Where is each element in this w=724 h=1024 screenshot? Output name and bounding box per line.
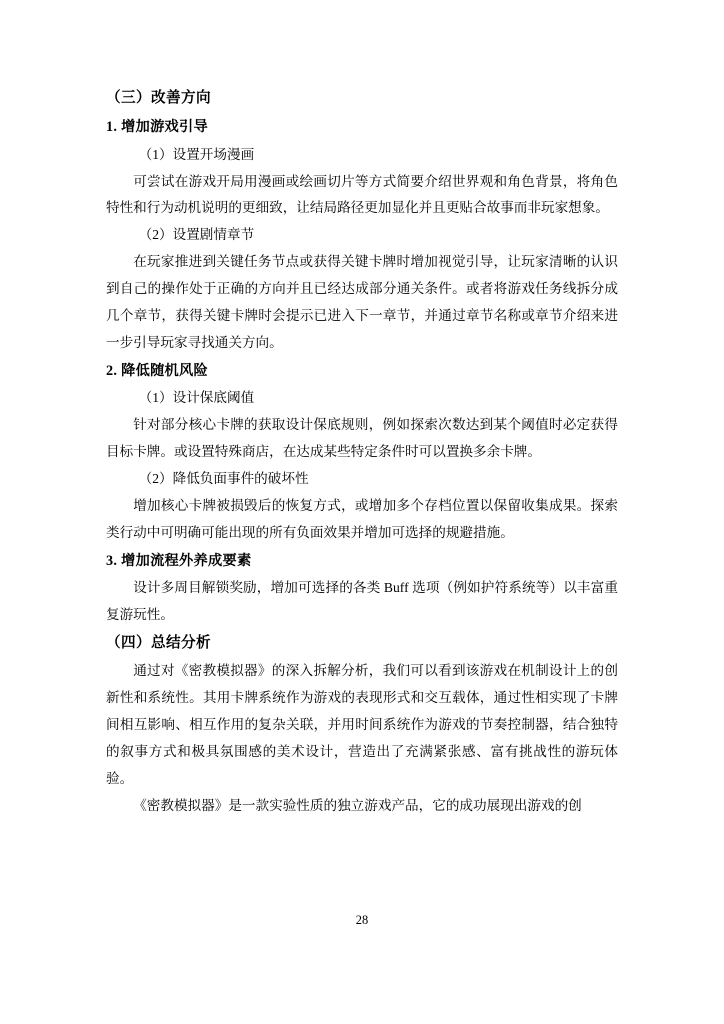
- para-summary-1: 通过对《密教模拟器》的深入拆解分析，我们可以看到该游戏在机制设计上的创新性和系统性。其用卡牌系统作为游戏的表现形式和交互载体，通过性相实现了卡牌间相互影响、相互作用的复杂关联，并用时间系统作为游戏的节奏控制器，结合独特的叙事方式和极具氛围感的美术设计，营造出了充满紧张感、富有挑战性的游玩体验。: [106, 663, 618, 786]
- para-story-chapters: 在玩家推进到关键任务节点或获得关键卡牌时增加视觉引导，让玩家清晰的认识到自己的操作处于正确的方向并且已经达成部分通关条件。或者将游戏任务线拆分成几个章节，获得关键卡牌时会提示已进入下一章节，并通过章节名称或章节介绍来进一步引导玩家寻找通关方向。: [106, 254, 618, 350]
- para-meta-growth: 设计多周目解锁奖励，增加可选择的各类 Buff 选项（例如护符系统等）以丰富重复游玩性。: [106, 580, 618, 622]
- subheading-reduce-random-risk: 2. 降低随机风险: [106, 362, 209, 379]
- para-summary-2: 《密教模拟器》是一款实验性质的独立游戏产品，它的成功展现出游戏的创: [133, 797, 582, 813]
- item-reduce-negative: （2）降低负面事件的破坏性: [138, 470, 309, 486]
- section-heading-improvement: （三）改善方向: [106, 90, 211, 106]
- para-opening-comic: 可尝试在游戏开局用漫画或绘画切片等方式简要介绍世界观和角色背景，将角色特性和行为动机说明的更细致，让结局路径更加显化并且更贴合故事而非玩家想象。: [106, 173, 618, 216]
- para-pity-threshold: 针对部分核心卡牌的获取设计保底规则，例如探索次数达到某个阈值时必定获得目标卡牌。或设置特殊商店，在达成某些特定条件时可以置换多余卡牌。: [106, 417, 618, 460]
- para-reduce-negative: 增加核心卡牌被损毁后的恢复方式，或增加多个存档位置以保留收集成果。探索类行动中可明确可能出现的所有负面效果并增加可选择的规避措施。: [106, 497, 618, 540]
- document-body: [106, 84, 618, 820]
- item-pity-threshold: （1）设计保底阈值: [138, 390, 255, 406]
- item-opening-comic: （1）设置开场漫画: [138, 146, 255, 162]
- subheading-add-meta-growth: 3. 增加流程外养成要素: [106, 552, 252, 569]
- item-story-chapters: （2）设置剧情章节: [138, 227, 255, 243]
- subheading-add-guidance: 1. 增加游戏引导: [106, 119, 209, 136]
- section-heading-summary: （四）总结分析: [106, 634, 211, 651]
- page-number: 28: [355, 913, 369, 927]
